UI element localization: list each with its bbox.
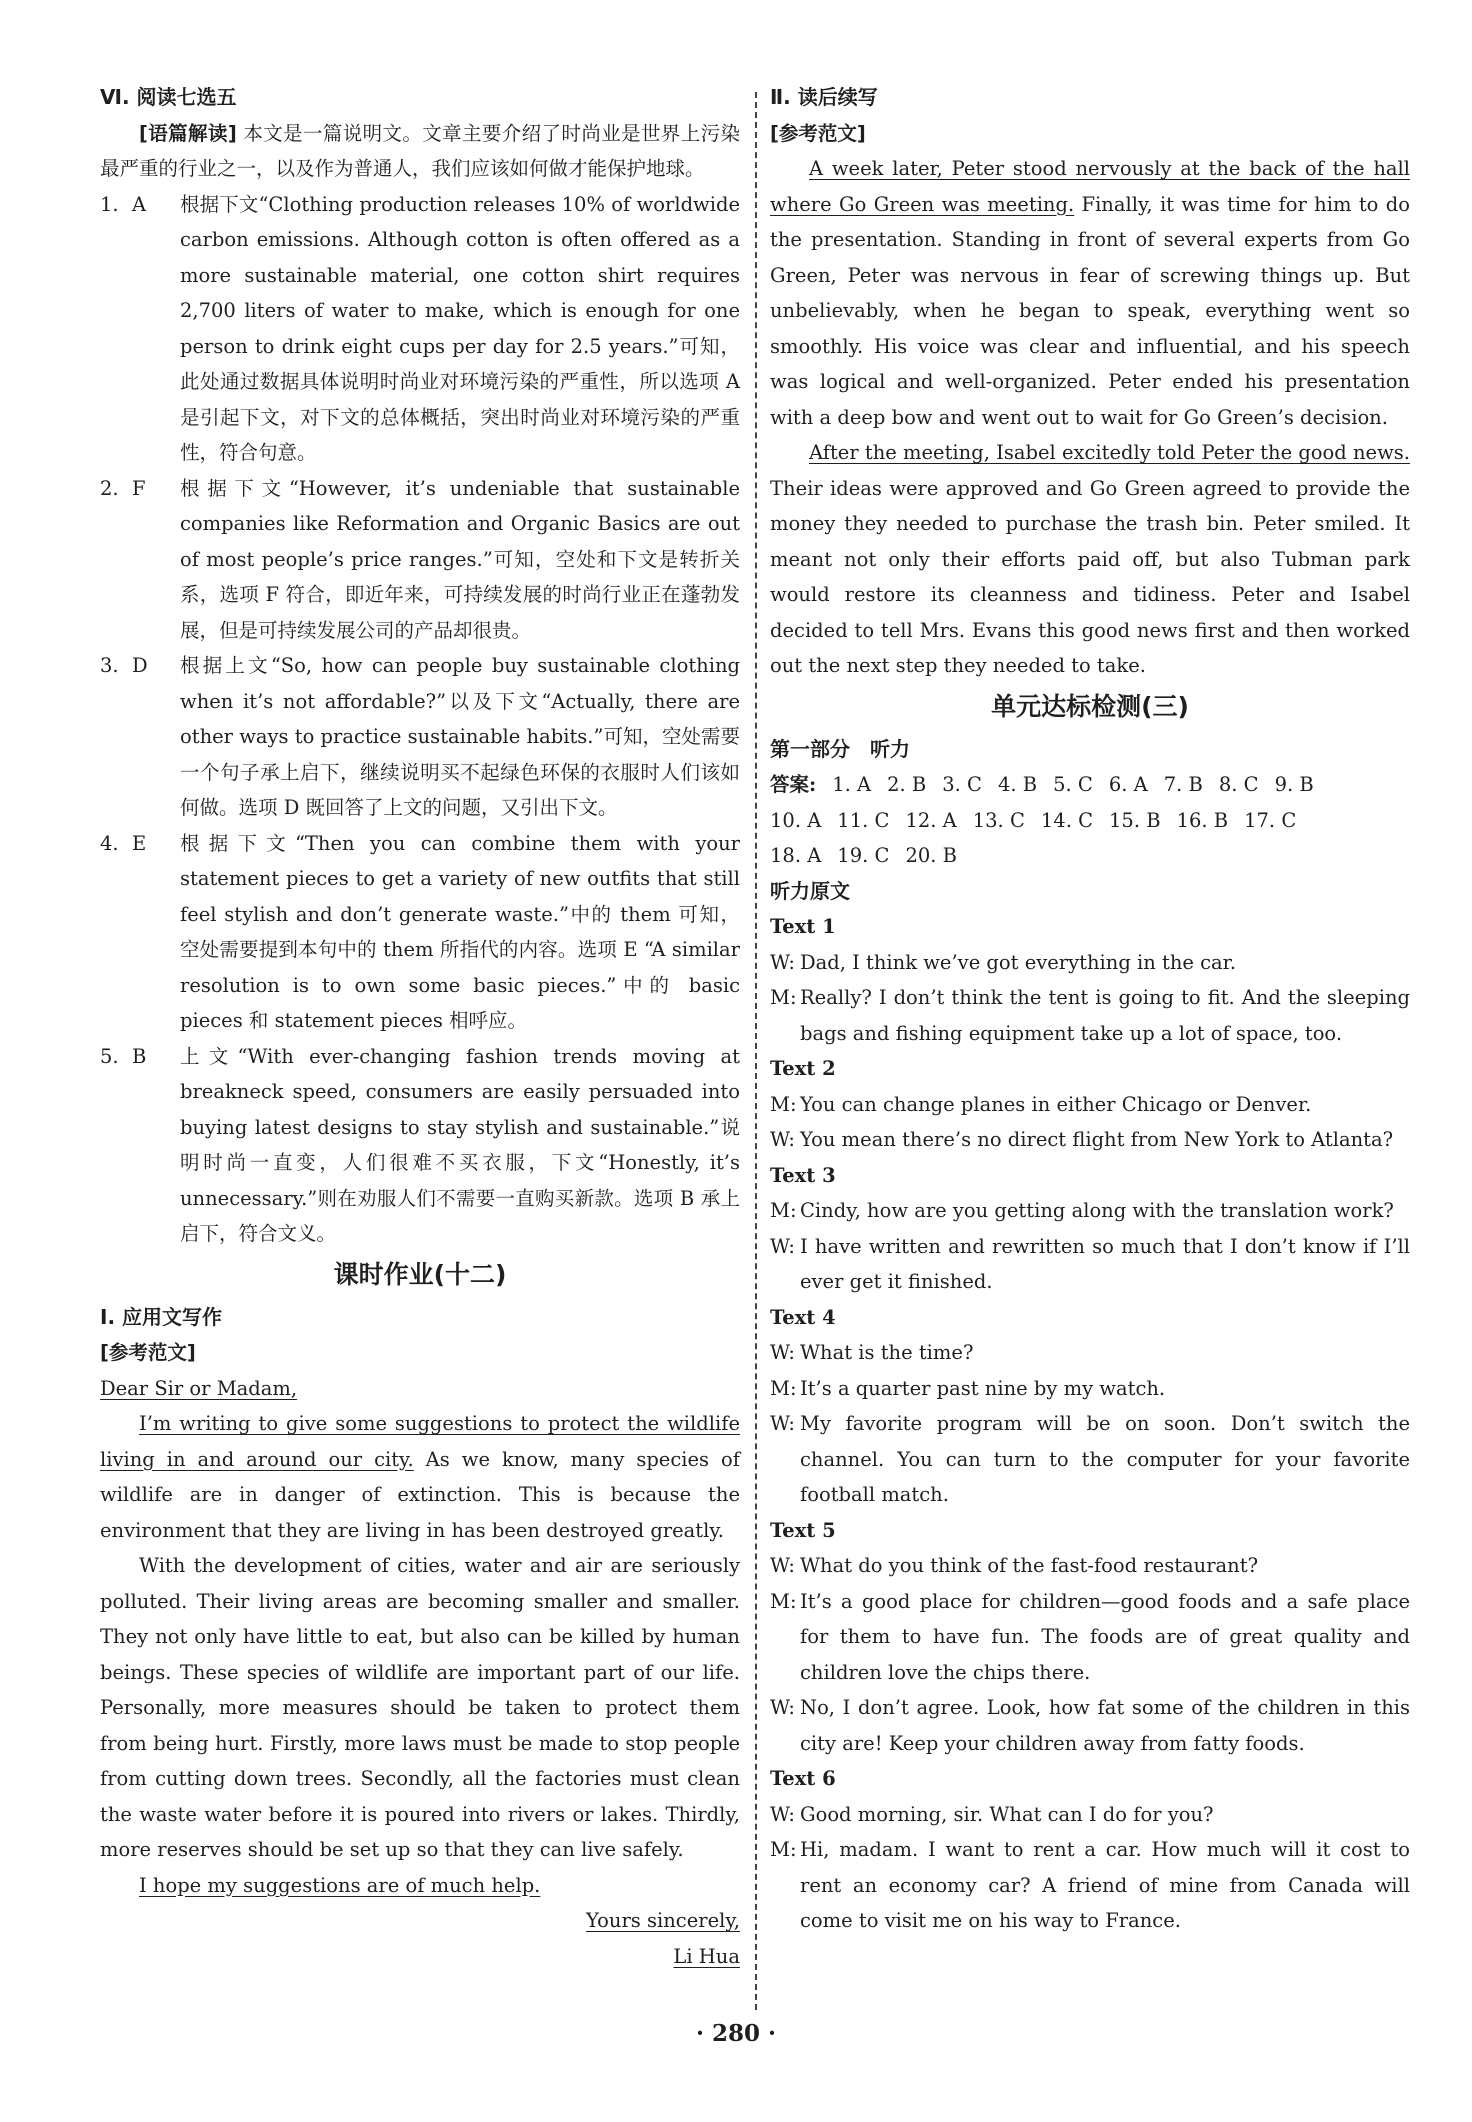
- listening-transcripts: [770, 909, 1410, 1939]
- unit-test-title: 单元达标检测(三): [991, 691, 1189, 721]
- page-number: · 280 ·: [695, 2020, 777, 2047]
- dialogue-line: [770, 1335, 1410, 1371]
- answer-line-1: 答案: 1. A 2. B 3. C 4. B 5. C 6. A 7. B 8. C 9. B: [770, 767, 1410, 803]
- item-number: 5.: [100, 1044, 119, 1068]
- dialogue-line: [770, 1832, 1410, 1939]
- speaker: W:: [770, 1234, 795, 1258]
- utterance: What is the time?: [800, 1341, 974, 1364]
- item-answer: B: [132, 1044, 147, 1068]
- dialogue-line: [770, 980, 1410, 1051]
- dialogue-line: [770, 1229, 1410, 1300]
- section-1-title: Ⅰ. 应用文写作: [100, 1304, 223, 1329]
- right-column: [770, 80, 1410, 1939]
- item-number: 4.: [100, 831, 119, 855]
- answer-line-3: [770, 838, 1410, 874]
- left-column: [100, 80, 740, 1974]
- item-number: 3.: [100, 654, 119, 677]
- speaker: M:: [770, 1589, 797, 1613]
- part-1-title: 第一部分 听力: [770, 736, 910, 761]
- answer-entry: 17. C: [1244, 808, 1297, 832]
- answer-item: [100, 826, 740, 1039]
- sample-continuation-label: [参考范文]: [770, 121, 866, 145]
- answer-entry: 10. A: [770, 808, 822, 832]
- speaker: W:: [770, 1554, 795, 1577]
- text-heading: Text 6: [770, 1767, 836, 1790]
- answer-item: [100, 648, 740, 826]
- speaker: W:: [770, 1412, 795, 1435]
- dialogue-line: [770, 1406, 1410, 1513]
- answer-line-2: [770, 803, 1410, 839]
- utterance: Cindy, how are you getting along with the translation work?: [800, 1199, 1394, 1222]
- section-2-title: Ⅱ. 读后续写: [770, 85, 878, 109]
- discourse-analysis: [100, 116, 740, 187]
- speaker: W:: [770, 1696, 795, 1719]
- section-6-title: Ⅵ. 阅读七选五: [100, 85, 237, 109]
- answer-entry: 11. C: [837, 808, 890, 832]
- text-heading: Text 1: [770, 915, 836, 938]
- homework-title: 课时作业(十二): [333, 1259, 507, 1289]
- text-heading: Text 4: [770, 1305, 836, 1329]
- answer-entry: 7. B: [1163, 773, 1203, 796]
- dialogue-line: [770, 1371, 1410, 1407]
- discourse-text: 本文是一篇说明文。文章主要介绍了时尚业是世界上污染最严重的行业之一，以及作为普通人，我们应该如何做才能保护地球。: [100, 121, 740, 180]
- answer-entry: 13. C: [972, 808, 1025, 832]
- answer-item: [100, 187, 740, 471]
- dialogue-line: [770, 1690, 1410, 1761]
- topic-sentence: I’m writing to give some suggestions to protect the wildlife living in and around our city.: [100, 1412, 740, 1471]
- answer-explanations: [100, 187, 740, 1252]
- sample-essay-label: [参考范文]: [100, 1341, 196, 1364]
- utterance: What do you think of the fast-food restaurant?: [800, 1554, 1259, 1577]
- speaker: M:: [770, 1376, 797, 1400]
- item-explanation: 根据下文“Clothing production releases 10% of worldwide carbon emissions. Although cotton is often offered as a more sustainable material, one cotton shirt requires 2,700 liters of water to make, which is enough for one person to drink eight cups per day for 2.5 years.”可知，此处通过数据具体说明时尚业对环境污染的严重性，所以选项 A 是引起下文，对下文的总体概括，突出时尚业对环境污染的严重性，符合句意。: [180, 192, 740, 464]
- answer-item: [100, 471, 740, 649]
- dialogue-line: [770, 1548, 1410, 1584]
- given-opening-1: A week later, Peter stood nervously at the back of the hall where Go Green was meeting.: [770, 157, 1410, 216]
- continuation-paragraph-2: After the meeting, Isabel excitedly told Peter the good news. Their ideas were approved and Go Green agreed to provide the money they needed to purchase the trash bin. Peter smiled. It meant not only their efforts paid off, but also Tubman park would restore its cleanness and tidiness. Peter and Isabel decided to tell Mrs. Evans this good news first and then worked out the next step they needed to take.: [770, 441, 1410, 677]
- answer-entry: 14. C: [1040, 808, 1094, 832]
- item-explanation: 根据下文“Then you can combine them with your statement pieces to get a variety of new outfits that still feel stylish and don’t generate waste.”中的 them 可知，空处需要提到本句中的 them 所指代的内容。选项 E “A similar resolution is to own some basic pieces.”中的 basic pieces 和 statement pieces 相呼应。: [180, 831, 740, 1032]
- item-explanation: 上文“With ever-changing fashion trends moving at breakneck speed, consumers are easily persuaded into buying latest designs to stay stylish and sustainable.”说明时尚一直变，人们很难不买衣服，下文“Honestly, it’s unnecessary.”则在劝服人们不需要一直购买新款。选项 B 承上启下，符合文义。: [180, 1044, 740, 1245]
- text-heading: Text 3: [770, 1163, 836, 1187]
- essay-paragraph-3: I hope my suggestions are of much help.: [139, 1873, 541, 1897]
- answer-entry: 20. B: [905, 844, 957, 867]
- item-answer: E: [132, 831, 147, 855]
- dialogue-line: [770, 1122, 1410, 1158]
- closing: Yours sincerely,: [586, 1909, 740, 1932]
- speaker: W:: [770, 950, 795, 974]
- answer-entry: 3. C: [942, 773, 982, 796]
- speaker: W:: [770, 1341, 795, 1364]
- item-answer: F: [132, 476, 146, 500]
- answer-entry: 5. C: [1053, 773, 1093, 796]
- answer-entry: 2. B: [887, 773, 927, 796]
- item-answer: A: [132, 192, 147, 216]
- utterance: Dad, I think we’ve got everything in the car.: [800, 950, 1237, 974]
- answer-entry: 18. A: [770, 844, 822, 867]
- answer-item: [100, 1039, 740, 1252]
- column-divider: [755, 92, 757, 2010]
- dialogue-line: [770, 1797, 1410, 1833]
- utterance: I have written and rewritten so much that I don’t know if I’ll ever get it finished.: [800, 1234, 1410, 1293]
- dialogue-line: [770, 1584, 1410, 1691]
- speaker: W:: [770, 1128, 795, 1151]
- item-answer: D: [132, 654, 148, 677]
- utterance: No, I don’t agree. Look, how fat some of the children in this city are! Keep your children away from fatty foods.: [800, 1696, 1410, 1755]
- discourse-label: [语篇解读]: [139, 121, 237, 145]
- speaker: M:: [770, 1838, 797, 1861]
- answer-entry: 16. B: [1176, 808, 1229, 832]
- item-explanation: 根据上文“So, how can people buy sustainable clothing when it’s not affordable?”以及下文“Actually, there are other ways to practice sustainable habits.”可知，空处需要一个句子承上启下，继续说明买不起绿色环保的衣服时人们该如何做。选项 D 既回答了上文的问题，又引出下文。: [180, 654, 740, 819]
- answer-entry: 1. A: [832, 773, 872, 796]
- continuation-paragraph-1: A week later, Peter stood nervously at the back of the hall where Go Green was meeting. Finally, it was time for him to do the presentation. Standing in front of several experts from Go Green, Peter was nervous in fear of screwing things up. But unbelievably, when he began to speak, everything went so smoothly. His voice was clear and influential, and his speech was logical and well-organized. Peter ended his presentation with a deep bow and went out to wait for Go Green’s decision.: [770, 157, 1410, 429]
- utterance: You can change planes in either Chicago or Denver.: [800, 1092, 1312, 1116]
- utterance: It’s a good place for children—good foods and a safe place for them to have fun. The foods are of great quality and children love the chips there.: [800, 1589, 1410, 1684]
- speaker: W:: [770, 1802, 795, 1826]
- answer-entry: 9. B: [1274, 773, 1314, 796]
- salutation: Dear Sir or Madam,: [100, 1376, 298, 1400]
- utterance: You mean there’s no direct flight from New York to Atlanta?: [800, 1128, 1394, 1151]
- answer-entry: 4. B: [997, 773, 1038, 796]
- utterance: It’s a quarter past nine by my watch.: [800, 1376, 1166, 1400]
- utterance: Really? I don’t think the tent is going to fit. And the sleeping bags and fishing equipment take up a lot of space, too.: [800, 986, 1410, 1045]
- answer-entry: 15. B: [1109, 808, 1161, 832]
- speaker: M:: [770, 1092, 797, 1116]
- answer-entry: 6. A: [1108, 773, 1148, 796]
- transcript-label: 听力原文: [770, 878, 850, 903]
- speaker: M:: [770, 1199, 797, 1222]
- given-opening-2: After the meeting, Isabel excitedly told Peter the good news.: [809, 441, 1410, 464]
- utterance: Good morning, sir. What can I do for you?: [800, 1802, 1214, 1826]
- item-number: 1.: [100, 192, 119, 216]
- text-heading: Text 2: [770, 1057, 836, 1080]
- dialogue-line: [770, 1087, 1410, 1123]
- utterance: Hi, madam. I want to rent a car. How much will it cost to rent an economy car? A friend of mine from Canada will come to visit me on his way to France.: [800, 1838, 1410, 1932]
- dialogue-line: [770, 1193, 1410, 1229]
- essay-paragraph-1: I’m writing to give some suggestions to protect the wildlife living in and around our city. As we know, many species of wildlife are in danger of extinction. This is because the environment that they are living in has been destroyed greatly.: [100, 1412, 740, 1542]
- speaker: M:: [770, 986, 797, 1009]
- answer-entry: 19. C: [837, 844, 890, 867]
- utterance: My favorite program will be on soon. Don’t switch the channel. You can turn to the computer for your favorite football match.: [800, 1412, 1410, 1506]
- answer-key: [770, 767, 1410, 874]
- answer-entry: 8. C: [1218, 773, 1259, 796]
- answer-entry: 12. A: [905, 808, 957, 832]
- item-explanation: 根据下文“However, it’s undeniable that sustainable companies like Reformation and Organic Basics are out of most people’s price ranges.”可知，空处和下文是转折关系，选项 F 符合，即近年来，可持续发展的时尚行业正在蓬勃发展，但是可持续发展公司的产品却很贵。: [180, 476, 740, 642]
- text-heading: Text 5: [770, 1518, 836, 1542]
- item-number: 2.: [100, 476, 119, 500]
- essay-paragraph-2: With the development of cities, water and air are seriously polluted. Their living areas are becoming smaller and smaller. They not only have little to eat, but also can be killed by human beings. These species of wildlife are important part of our life. Personally, more measures should be taken to protect them from being hurt. Firstly, more laws must be made to stop people from cutting down trees. Secondly, all the factories must clean the waste water before it is poured into rivers or lakes. Thirdly, more reserves should be set up so that they can live safely.: [100, 1554, 740, 1861]
- dialogue-line: [770, 945, 1410, 981]
- signature: Li Hua: [673, 1944, 740, 1968]
